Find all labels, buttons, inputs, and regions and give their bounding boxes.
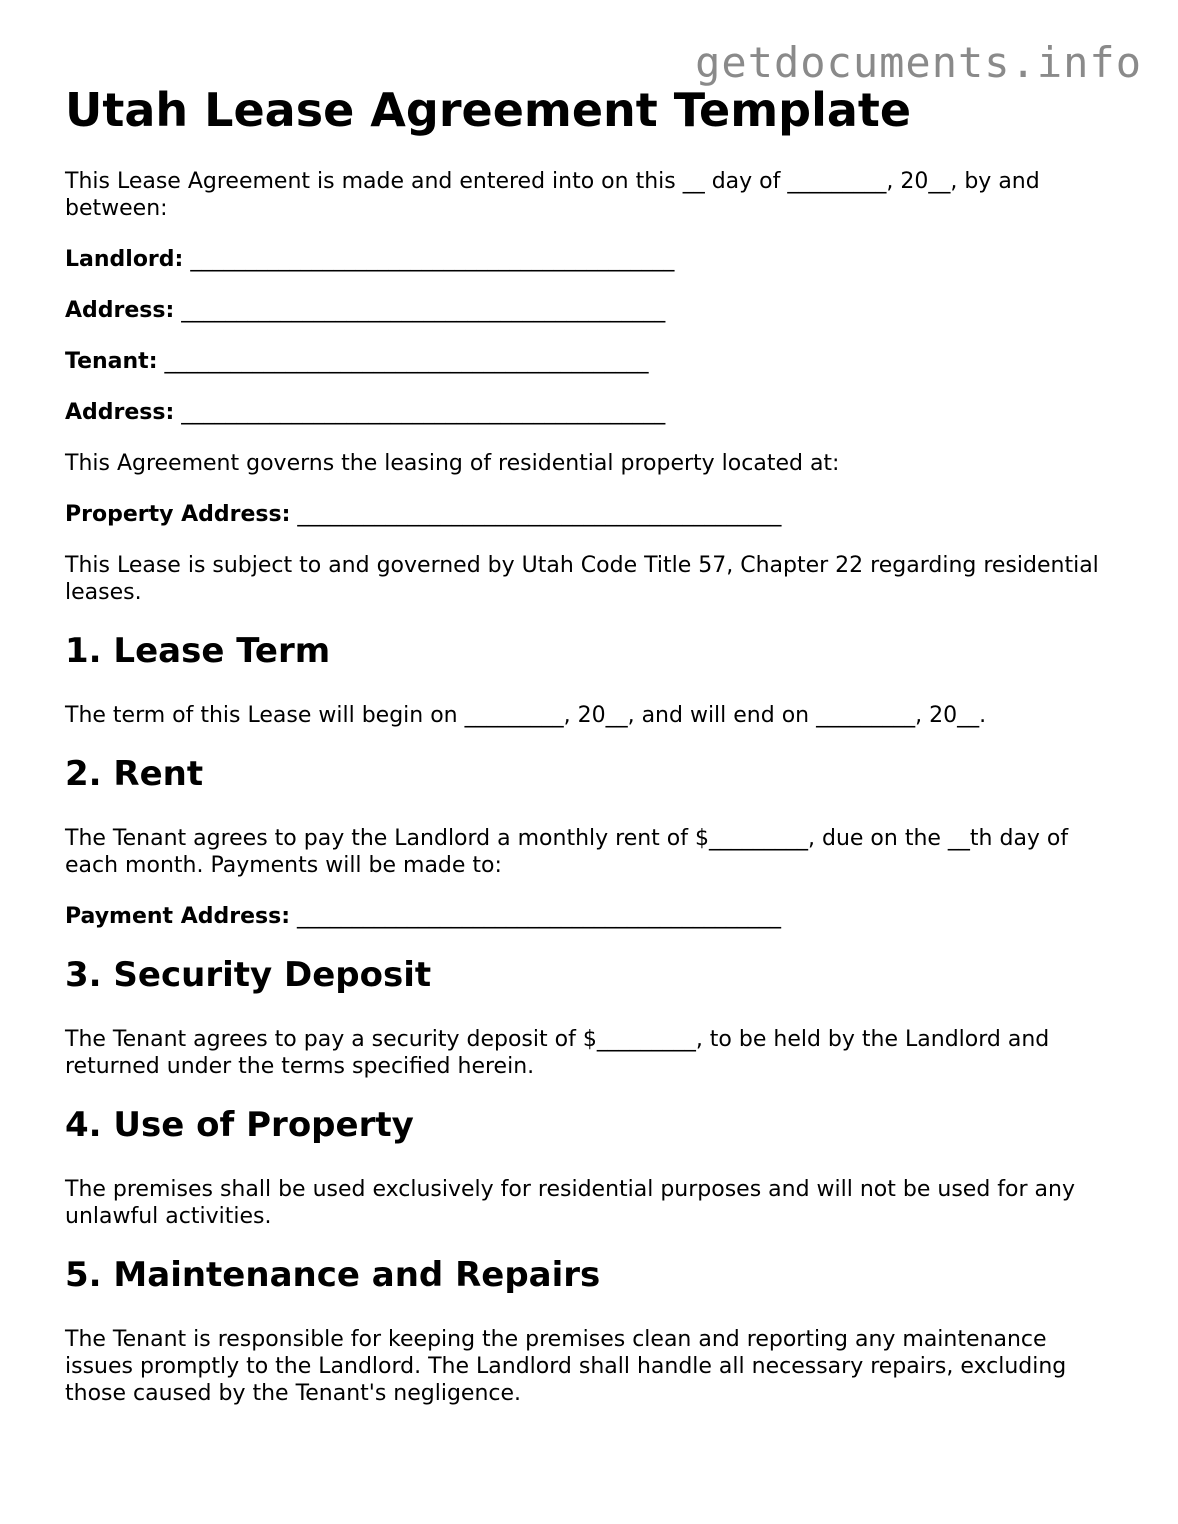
payment-address-field bbox=[65, 903, 1115, 930]
section-text-rent: The Tenant agrees to pay the Landlord a monthly rent of $_________, due on the __th day of each month. Payments will be made to: bbox=[65, 826, 1069, 878]
section-heading-lease-term: 1. Lease Term bbox=[65, 631, 331, 671]
property-address-label: Property Address: bbox=[65, 502, 291, 527]
section-heading-security-deposit: 3. Security Deposit bbox=[65, 955, 432, 995]
governs-paragraph: This Agreement governs the leasing of residential property located at: bbox=[65, 451, 840, 476]
code-paragraph: This Lease is subject to and governed by Utah Code Title 57, Chapter 22 regarding residential leases. bbox=[65, 553, 1099, 605]
landlord-address-field bbox=[65, 297, 1115, 324]
payment-address-label: Payment Address: bbox=[65, 904, 291, 929]
document-title: Utah Lease Agreement Template bbox=[65, 83, 912, 137]
property-address-blank: ____________________________________________ bbox=[297, 502, 782, 527]
payment-address-blank: ____________________________________________ bbox=[297, 904, 782, 929]
document-body bbox=[65, 82, 1115, 1431]
landlord-field bbox=[65, 246, 1115, 273]
section-text-maintenance: The Tenant is responsible for keeping the premises clean and reporting any maintenance issues promptly to the Landlord. The Landlord shall handle all necessary repairs, excluding those caused by the Tenant's negligence. bbox=[65, 1327, 1067, 1406]
landlord-address-label: Address: bbox=[65, 298, 175, 323]
tenant-label: Tenant: bbox=[65, 349, 158, 374]
property-address-field bbox=[65, 501, 1115, 528]
tenant-address-field bbox=[65, 399, 1115, 426]
section-text-lease-term: The term of this Lease will begin on _________, 20__, and will end on _________, 20__. bbox=[65, 703, 987, 728]
tenant-field bbox=[65, 348, 1115, 375]
section-heading-rent: 2. Rent bbox=[65, 754, 204, 794]
section-text-use-of-property: The premises shall be used exclusively for residential purposes and will not be used for any unlawful activities. bbox=[65, 1177, 1075, 1229]
watermark-text: getdocuments.info bbox=[695, 38, 1142, 87]
section-text-security-deposit: The Tenant agrees to pay a security deposit of $_________, to be held by the Landlord and returned under the terms specified herein. bbox=[65, 1027, 1050, 1079]
landlord-address-blank: ____________________________________________ bbox=[181, 298, 666, 323]
tenant-address-blank: ____________________________________________ bbox=[181, 400, 666, 425]
landlord-label: Landlord: bbox=[65, 247, 184, 272]
intro-paragraph: This Lease Agreement is made and entered into on this __ day of _________, 20__, by and between: bbox=[65, 169, 1040, 221]
section-heading-use-of-property: 4. Use of Property bbox=[65, 1105, 414, 1145]
landlord-blank: ____________________________________________ bbox=[190, 247, 675, 272]
section-heading-maintenance: 5. Maintenance and Repairs bbox=[65, 1255, 601, 1295]
tenant-blank: ____________________________________________ bbox=[164, 349, 649, 374]
tenant-address-label: Address: bbox=[65, 400, 175, 425]
